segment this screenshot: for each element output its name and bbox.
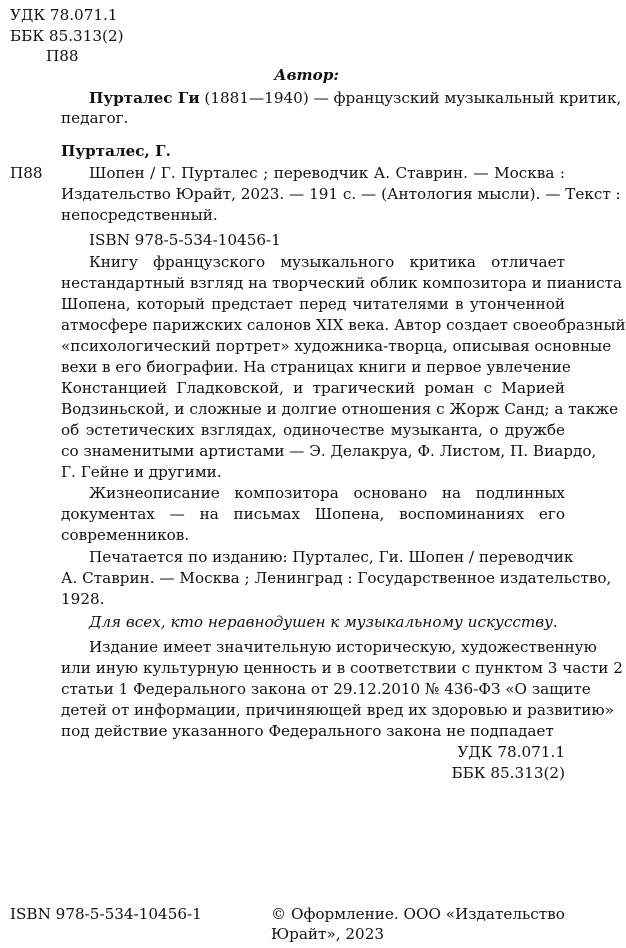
footer-isbn: ISBN 978-5-534-10456-1: [10, 905, 202, 923]
annotation-line: современников.: [61, 526, 190, 544]
annotation-line: 1928.: [61, 590, 105, 608]
author-bio-line2: педагог.: [61, 109, 129, 127]
catalog-isbn: ISBN 978-5-534-10456-1: [89, 231, 281, 249]
annotation-line: Книгу французского музыкального критика отличает: [89, 253, 565, 271]
author-bio-text: (1881—1940) — французский музыкальный критик,: [199, 89, 622, 107]
legal-line: Издание имеет значительную историческую, художественную: [89, 638, 597, 656]
catalog-sign: П88: [10, 164, 43, 182]
legal-udk: УДК 78.071.1: [457, 743, 565, 761]
author-sign: П88: [46, 47, 79, 65]
bbk-code: ББК 85.313(2): [10, 27, 124, 45]
catalog-desc-line: Шопен / Г. Пурталес ; переводчик А. Ставрин. — Москва :: [89, 164, 565, 182]
udk-code: УДК 78.071.1: [10, 6, 118, 24]
annotation-line: А. Ставрин. — Москва ; Ленинград : Государственное издательство,: [61, 569, 612, 587]
annotation-line: документах — на письмах Шопена, воспоминаниях его: [61, 505, 565, 523]
legal-bbk: ББК 85.313(2): [451, 764, 565, 782]
annotation-line: нестандартный взгляд на творческий облик композитора и пианиста: [61, 274, 623, 292]
catalog-desc-line: Издательство Юрайт, 2023. — 191 с. — (Антология мысли). — Текст :: [61, 185, 621, 203]
annotation-line: об эстетических взглядах, одиночестве музыканта, о дружбе: [61, 421, 565, 439]
legal-line: статьи 1 Федерального закона от 29.12.2010 № 436-ФЗ «О защите: [61, 680, 591, 698]
annotation-line: Водзиньской, и сложные и долгие отношения с Жорж Санд; а также: [61, 400, 619, 418]
annotation-line: атмосфере парижских салонов XIX века. Автор создает своеобразный: [61, 316, 626, 334]
author-bio-line1: [89, 87, 621, 109]
catalog-desc-line: непосредственный.: [61, 206, 218, 224]
annotation-line: вехи в его биографии. На страницах книги и первое увлечение: [61, 358, 571, 376]
annotation-line: Констанцией Гладковской, и трагический роман с Марией: [61, 379, 565, 397]
author-heading: Автор:: [274, 66, 339, 84]
legal-line: или иную культурную ценность и в соответствии с пунктом 3 части 2: [61, 659, 623, 677]
annotation-line: Шопена, который предстает перед читателями в утонченной: [61, 295, 565, 313]
footer-copyright-line2: Юрайт», 2023: [271, 925, 385, 943]
annotation-line: Г. Гейне и другими.: [61, 463, 222, 481]
annotation-line: со знаменитыми артистами — Э. Делакруа, Ф. Листом, П. Виардо,: [61, 442, 597, 460]
annotation-line: Жизнеописание композитора основано на подлинных: [89, 484, 565, 502]
catalog-main-entry: Пурталес, Г.: [61, 142, 171, 160]
legal-line: детей от информации, причиняющей вред их здоровью и развитию»: [61, 701, 614, 719]
footer-copyright-line1: © Оформление. ООО «Издательство: [271, 905, 565, 923]
annotation-line: «психологический портрет» художника-творца, описывая основные: [61, 337, 612, 355]
audience-note: Для всех, кто неравнодушен к музыкальному искусству.: [89, 613, 558, 631]
annotation-line: Печатается по изданию: Пурталес, Ги. Шопен / переводчик: [89, 548, 574, 566]
author-name: Пурталес Ги: [89, 89, 200, 107]
legal-line: под действие указанного Федерального закона не подпадает: [61, 722, 554, 740]
